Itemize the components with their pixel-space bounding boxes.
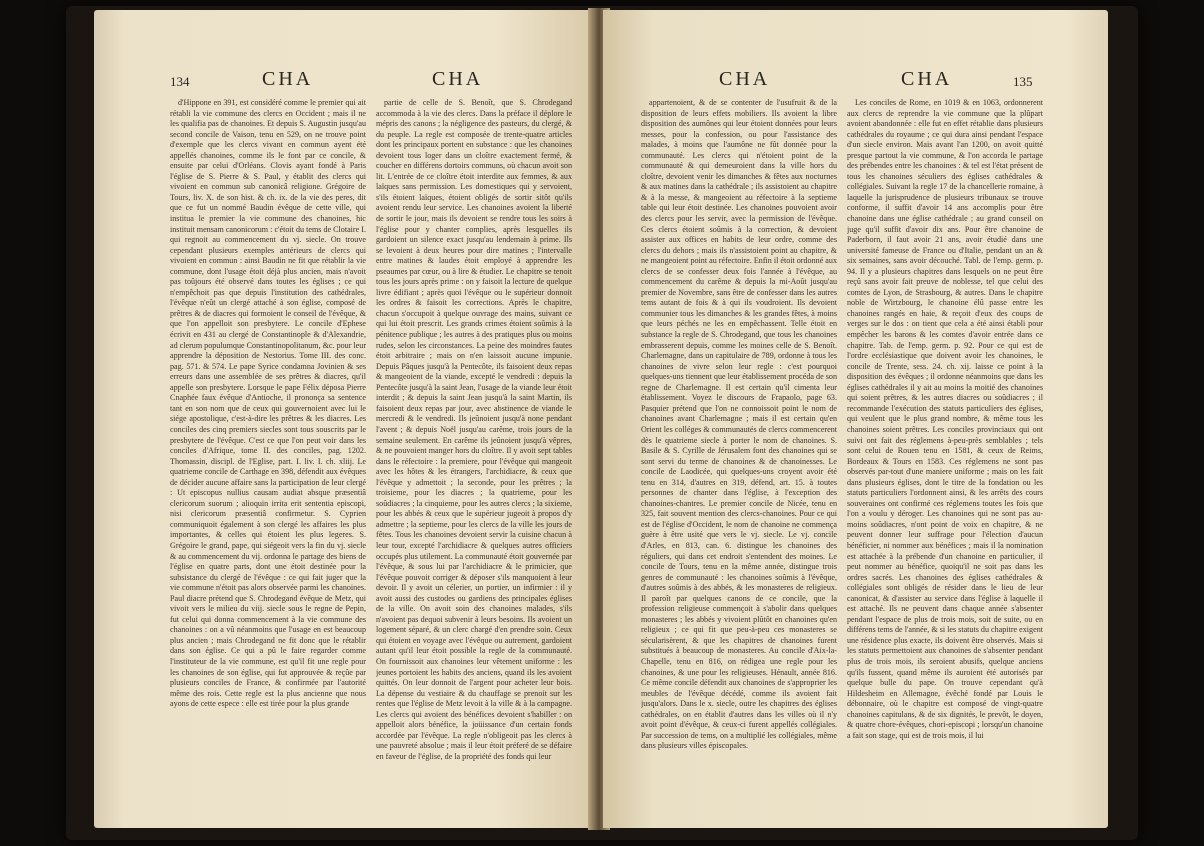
right-page [603,10,1108,828]
column-text: appartenoient, & de se contenter de l'usufruit & de la disposition de leurs effets mobiliers. Ils avoient la libre disposition des aumônes qui leur étoient données pour leurs messes, pour la confession, ou pour l'assistance des malades, à moins que l'aumône ne fût donnée pour la communauté. Les clercs qui n'étoient point de la communauté & qui demeuroient dans la ville hors du cloître, devoient venir les dimanches & fêtes aux nocturnes & aux matines dans la cathédrale ; ils assistoient au chapitre & à la messe, & mangeoient au réfectoire à la septieme table qui leur étoit destinée. Les chanoines pouvoient avoir des clercs pour les servir, avec la permission de l'évêque. Ces clercs étoient soûmis à la correction, & devoient assister aux offices en habits de leur ordre, comme des clercs du dehors ; mais ils n'assistoient point au chapitre, & ne mangeoient point au réfectoire. Enfin il étoit ordonné aux clercs de se confesser deux fois l'année à l'évêque, au commencement du carême & depuis la mi-Août jusqu'au premier de Novembre, sans être de confesser dans les autres tems autant de fois & à qui ils voudroient. Ils devoient communier tous les dimanches & les grandes fêtes, à moins que leurs péchés ne les en empêchassent. Telle étoit en substance la regle de S. Chrodegand, que tous les chanoines embrasserent depuis, comme les moines celle de S. Benoît. Charlemagne, dans un capitulaire de 789, ordonne à tous les chanoines de vivre selon leur regle : c'est pourquoi quelques-uns tiennent que leur établissement procéda de son regne de Charlemagne. Il est certain qu'il cimenta leur établissement. Voyez le discours de Frapaolo, page 63. Pasquier prétend que l'on ne connoissoit point le nom de chanoines avant Charlemagne ; mais il est certain qu'en Orient les colléges & communautés de clercs commencerent dès le quatrieme siecle à porter le nom de chanoines. S. Basile & S. Cyrille de Jérusalem font des chanoines qui se sont servi du terme de chanoines & de chanoinesses. Le concile de Laodicée, qui quelques-uns croyent avoir été tenu en 314, d'autres en 319, défend, art. 15. à toutes personnes de chanter dans l'église, à l'exception des chanoines-chantres. Le premier concile de Nicée, tenu en 325, fait souvent mention des clercs-chanoines. Pour ce qui est de l'église d'Occident, le nom de chanoine ne commença guère à être usité que vers le vj. siecle. Le vj. concile d'Arles, en 813, can. 6. distingue les chanoines des réguliers, qui dans cet endroit s'entendent des moines. Le concile de Tours, tenu en la même année, distingue trois genres de communauté : les chanoines soûmis à l'évêque, d'autres soûmis à des abbés, & les monasteres de religieux. Il paroît par quelques canons de ce concile, que la profession religieuse commençoit à s'abolir dans quelques monasteres ; les abbés y vivoient plûtôt en chanoines qu'en religieux ; ce qui fit que peu-à-peu ces monasteres se sécularisèrent, & que les chapitres de chanoines furent substitués à beaucoup de monasteres. Au concile d'Aix-la-Chapelle, tenu en 816, on rédigea une regle pour les chanoines, & une pour les religieuses. Hénault, année 816. Ce même concile défendit aux chanoines de s'approprier les meubles de l'évêque décédé, comme ils avoient fait jusqu'alors. Dans le x. siecle, outre les chapitres des églises cathédrales, on en établit d'autres dans les villes où il n'y avoit point d'évêque, & ceux-ci furent appellés collégiales. Par succession de tems, on a multiplié les collégiales, même dans plusieurs villes épiscopales. [641,98,837,751]
left-page [94,10,594,828]
right-page-header [603,68,1108,94]
running-head: CHA [719,68,771,90]
running-head: CHA [432,68,484,90]
text-column-1 [641,98,837,810]
text-column-1 [170,98,366,810]
column-text: d'Hippone en 391, est considéré comme le premier qui ait rétabli la vie commune des clercs en Occident ; mais il ne les qualifia pas de chanoines. Et depuis S. Augustin jusqu'au second concile de Vaison, tenu en 529, on ne trouve point d'exemple que les clercs vivant en commun ayent été appellés chanoines, comme ils le font par ce concile, & ensuite par celui d'Orléans. Clovis ayant fondé à Paris l'église de S. Pierre & S. Paul, y établit des clercs qui vivoient en commun sub canonicâ religione. Grégoire de Tours, liv. X. de son hist. & ch. ix. de la vie des peres, dit que ce fut un nommé Baudin évêque de cette ville, qui institua le premier la vie commune des chanoines, hic instituit mensam canonicorum : c'étoit du tems de Clotaire I. qui regnoit au commencement du vj. siecle. On trouve cependant plusieurs exemples antérieurs de clercs qui vivoient en commun : ainsi Baudin ne fit que rétablir la vie commune, dont l'usage étoit déjà plus ancien, mais n'avoit pas toûjours été observé dans toutes les églises ; ce qui n'empêchoit pas que depuis l'institution des cathédrales, l'évêque n'eût un clergé attaché à son église, composé de prêtres & de diacres qui formoient le conseil de l'évêque, & que l'on appelloit son presbytere. Le concile d'Ephese écrivit en 431 au clergé de Constantinople & d'Alexandrie, ad clerum populumque Constantinopolitanum, &c. pour leur apprendre la déposition de Nestorius. Tome III. des conc. pag. 571. & 574. Le pape Syrice condamna Jovinien & ses erreurs dans une assemblée de ses prêtres & diacres, qu'il appelle son presbytere. Lorsque le pape Félix déposa Pierre Cnaphée faux évêque d'Antioche, il prononça sa sentence tant en son nom que de ceux qui gouvernoient avec lui le siége apostolique, c'est-à-dire les prêtres & les diacres. Les conciles des cinq premiers siecles sont tous souscrits par le presbytere de l'évêque. C'est ce que l'on peut voir dans les conciles d'Afrique, tome II. des conciles, pag. 1202. Thomassin, discipl. de l'Eglise, part. I. liv. I. ch. xliij. Le quatrieme concile de Carthage en 398, défendit aux évêques de décider aucune affaire sans la participation de leur clergé : Ut episcopus nullius causam audiat absque præsentiâ clericorum suorum ; alioquin irrita erit sententia episcopi, nisi clericorum præsentiâ confirmetur. S. Cyprien communiquoit également à son clergé les affaires les plus importantes, & celles qui étoient les plus legeres. S. Grégoire le grand, pape, qui siégeoit vers la fin du vj. siecle & au commencement du vij. ordonna le partage des biens de l'église en quatre parts, dont une étoit destinée pour la subsistance du clergé de l'évêque : ce qui fait juger que la vie commune n'étoit pas alors observée parmi les chanoines. Paul diacre prétend que S. Chrodegand évêque de Metz, qui vivoit vers le milieu du viij. siecle sous le regne de Pepin, fut celui qui donna commencement à la vie commune des chanoines : on a vû néanmoins que l'usage en est beaucoup plus ancien ; mais Chrodegand ne fit donc que le rétablir dans son église. Ce qui a pû le faire regarder comme l'instituteur de la vie commune, est qu'il fit une regle pour les chanoines de son église, qui fut approuvée & reçûe par plusieurs conciles de France, & confirmée par l'autorité même des rois. Cette regle est la plus ancienne que nous ayons de cette espece : elle est tirée pour la plus grande [170,98,366,709]
page-number: 134 [170,74,190,89]
text-column-2 [847,98,1043,810]
running-head: CHA [262,68,314,90]
column-text: Les conciles de Rome, en 1019 & en 1063, ordonnerent aux clercs de reprendre la vie commune que la plûpart avoient abandonnée : elle fut en effet rétablie dans plusieurs cathédrales du royaume ; ce qui dura ainsi pendant l'espace d'un siecle environ. Mais avant l'an 1200, on avoit quitté presque partout la vie commune, & l'on accorda le partage des prébendes entre les chanoines : & tel est l'état présent de tous les chanoines séculiers des églises cathédrales & collégiales. Suivant la regle 17 de la chancellerie romaine, à laquelle la jurisprudence de plusieurs tribunaux se trouve conforme, il suffit d'avoir 14 ans accomplis pour être chanoine dans une église cathédrale ; au grand conseil on juge qu'il suffit d'avoir dix ans. Pour être chanoine de Paderborn, il faut avoir 21 ans, avoir étudié dans une université fameuse de France ou d'Italie, pendant un an & six semaines, sans avoir découché. Tabl. de l'emp. germ. p. 94. Il y a plusieurs chapitres dans lesquels on ne peut être reçû sans avoir fait preuve de noblesse, tel que celui des comtes de Lyon, de Strasbourg, & autres. Dans le chapitre noble de Wirtzbourg, le chanoine élû passe entre les chanoines rangés en haie, & reçoit d'eux des coups de verges sur le dos : on tient que cela a été ainsi établi pour empêcher les barons & les comtes d'avoir entrée dans ce chapitre. Tab. de l'emp. germ. p. 92. Pour ce qui est de l'ordre ecclésiastique que doivent avoir les chanoines, le concile de Trente, sess. 24. ch. xij. laisse ce point à la disposition des évêques ; il ordonne néanmoins que dans les églises cathédrales il y ait au moins la moitié des chanoines qui soient prêtres, & les autres diacres ou soûdiacres ; il recommande l'exécution des statuts particuliers des églises, qui veulent que le plus grand nombre, & même tous les chanoines soient prêtres. Les conciles provinciaux qui ont suivi ont fait des réglemens à-peu-près semblables ; tels sont celui de Rouen tenu en 1581, & ceux de Reims, Bordeaux & Tours en 1583. Ces réglemens ne sont pas observés par-tout d'une maniere uniforme ; mais on les fait dans plusieurs églises, dont le titre de la fondation ou les statuts particuliers l'ordonnent ainsi, & les arrêts des cours souveraines ont confirmé ces réglemens toutes les fois que l'on a voulu y déroger. Les chanoines qui ne sont pas au-moins soûdiacres, n'ont point de voix en chapitre, & ne peuvent donner leur suffrage pour l'élection d'aucun bénéficier, ni nommer aux bénéfices ; mais il la nomination est attachée à la prébende d'un chanoine en particulier, il peut nommer au bénéfice, quoiqu'il ne soit pas dans les ordres sacrés. Les chanoines des églises cathédrales & collégiales sont obligés de résider dans le lieu de leur canonicat, & d'assister au service dans l'église à laquelle il est attaché. Ils ne peuvent dans chaque année s'absenter pendant l'espace de plus de trois mois, soit de suite, ou en différens tems de l'année, & si les statuts du chapitre exigent une résidence plus exacte, ils doivent être observés. Mais si les statuts permettoient aux chanoines de s'absenter pendant plus de trois mois, ils seroient abusifs, quelque anciens qu'ils fussent, quand même ils auroient été autorisés par quelque bulle du pape. On trouve cependant qu'à Hildesheim en Allemagne, évêché fondé par Louis le débonnaire, où le chapitre est composé de vingt-quatre chanoines capitulans, & de six dignités, le prevôt, le doyen, & quatre chore-évêques, chori-episcopi ; lorsqu'un chanoine a fait son stage, qui est de trois mois, il lui [847,98,1043,740]
left-page-header [94,68,594,94]
column-text: partie de celle de S. Benoît, que S. Chrodegand accommoda à la vie des clercs. Dans la préface il déplore le mépris des canons ; la négligence des pasteurs, du clergé, & du peuple. La regle est composée de trente-quatre articles dont les principaux portent en substance : que les chanoines devoient tous loger dans un cloître exactement fermé, & coucher en différens dortoirs communs, où chacun avoit son lit. L'entrée de ce cloître étoit interdite aux femmes, & aux laïques sans permission. Les domestiques qui y servoient, s'ils étoient laïques, étoient obligés de sortir sitôt qu'ils avoient rendu leur service. Les chanoines avoient la liberté de sortir le jour, mais ils devoient se rendre tous les soirs à l'église pour y chanter complies, après lesquelles ils gardoient un silence exact jusqu'au lendemain à prime. Ils se levoient à deux heures pour dire matines ; l'intervalle entre matines & laudes étoit employé à apprendre les pseaumes par cœur, ou à lire & étudier. Le chapitre se tenoit tous les jours après prime : on y faisoit la lecture de quelque livre édifiant ; après quoi l'évêque ou le supérieur donnoit les ordres & faisoit les corrections. Après le chapitre, chacun s'occupoit à quelque ouvrage des mains, suivant ce qui lui étoit prescrit. Les grands crimes étoient soûmis à la pénitence publique ; les autres à des pratiques plus ou moins rudes, selon les circonstances. La peine des moindres fautes étoit arbitraire ; mais on n'en laissoit aucune impunie. Depuis Pâques jusqu'à la Pentecôte, ils faisoient deux repas & mangeoient de la viande, excepté le vendredi : depuis la Pentecôte jusqu'à la saint Jean, l'usage de la viande leur étoit interdit ; & depuis la saint Jean jusqu'à la saint Martin, ils faisoient deux repas par jour, avec abstinence de viande le mercredi & le vendredi. Ils jeûnoient jusqu'à none pendant l'avent ; & depuis Noël jusqu'au carême, trois jours de la semaine seulement. En carême ils jeûnoient jusqu'à vêpres, & ne pouvoient manger hors du cloître. Il y avoit sept tables dans le réfectoire : la premiere, pour l'évêque qui mangeoit avec les hôtes & les étrangers, l'archidiacre, & ceux que l'évêque y admettoit ; la seconde, pour les prêtres ; la troisieme, pour les diacres ; la quatrieme, pour les soûdiacres ; la cinquieme, pour les autres clercs ; la sixieme, pour les abbés & ceux que le supérieur jugeoit à propos d'y admettre ; la septieme, pour les clercs de la ville les jours de fêtes. Tous les chanoines devoient servir la cuisine chacun à leur tour, excepté l'archidiacre & quelques autres officiers occupés plus utilement. La communauté étoit gouvernée par l'évêque, & sous lui par l'archidiacre & le primicier, que l'évêque pouvoit corriger & déposer s'ils manquoient à leur devoir. Il y avoit un célerier, un portier, un infirmier : il y avoit aussi des custodes ou gardiens des principales églises de la ville. On avoit soin des chanoines malades, s'ils n'avoient pas dequoi subvenir à leurs besoins. Ils avoient un logement séparé, & un clerc chargé d'en prendre soin. Ceux qui étoient en voyage avec l'évêque ou autrement, gardoient autant qu'il leur étoit possible la regle de la communauté. On fournissoit aux chanoines leur vêtement uniforme : les jeunes portoient les habits des anciens, quand ils les avoient quittés. On leur donnoit de l'argent pour acheter leur bois. La dépense du vestiaire & du chauffage se prenoit sur les rentes que l'église de Metz levoit à la ville & à la campagne. Les clercs qui avoient des bénéfices devoient s'habiller : on appelloit alors bénéfice, la joüissance d'un certain fonds accordée par l'évêque. La regle n'obligeoit pas les clercs à une pauvreté absolue ; mais il leur étoit préferé de se défaire en faveur de l'église, de la propriété des fonds qui leur [376,98,572,761]
running-head: CHA [901,68,953,90]
page-number: 135 [1013,74,1033,89]
text-column-2 [376,98,572,810]
